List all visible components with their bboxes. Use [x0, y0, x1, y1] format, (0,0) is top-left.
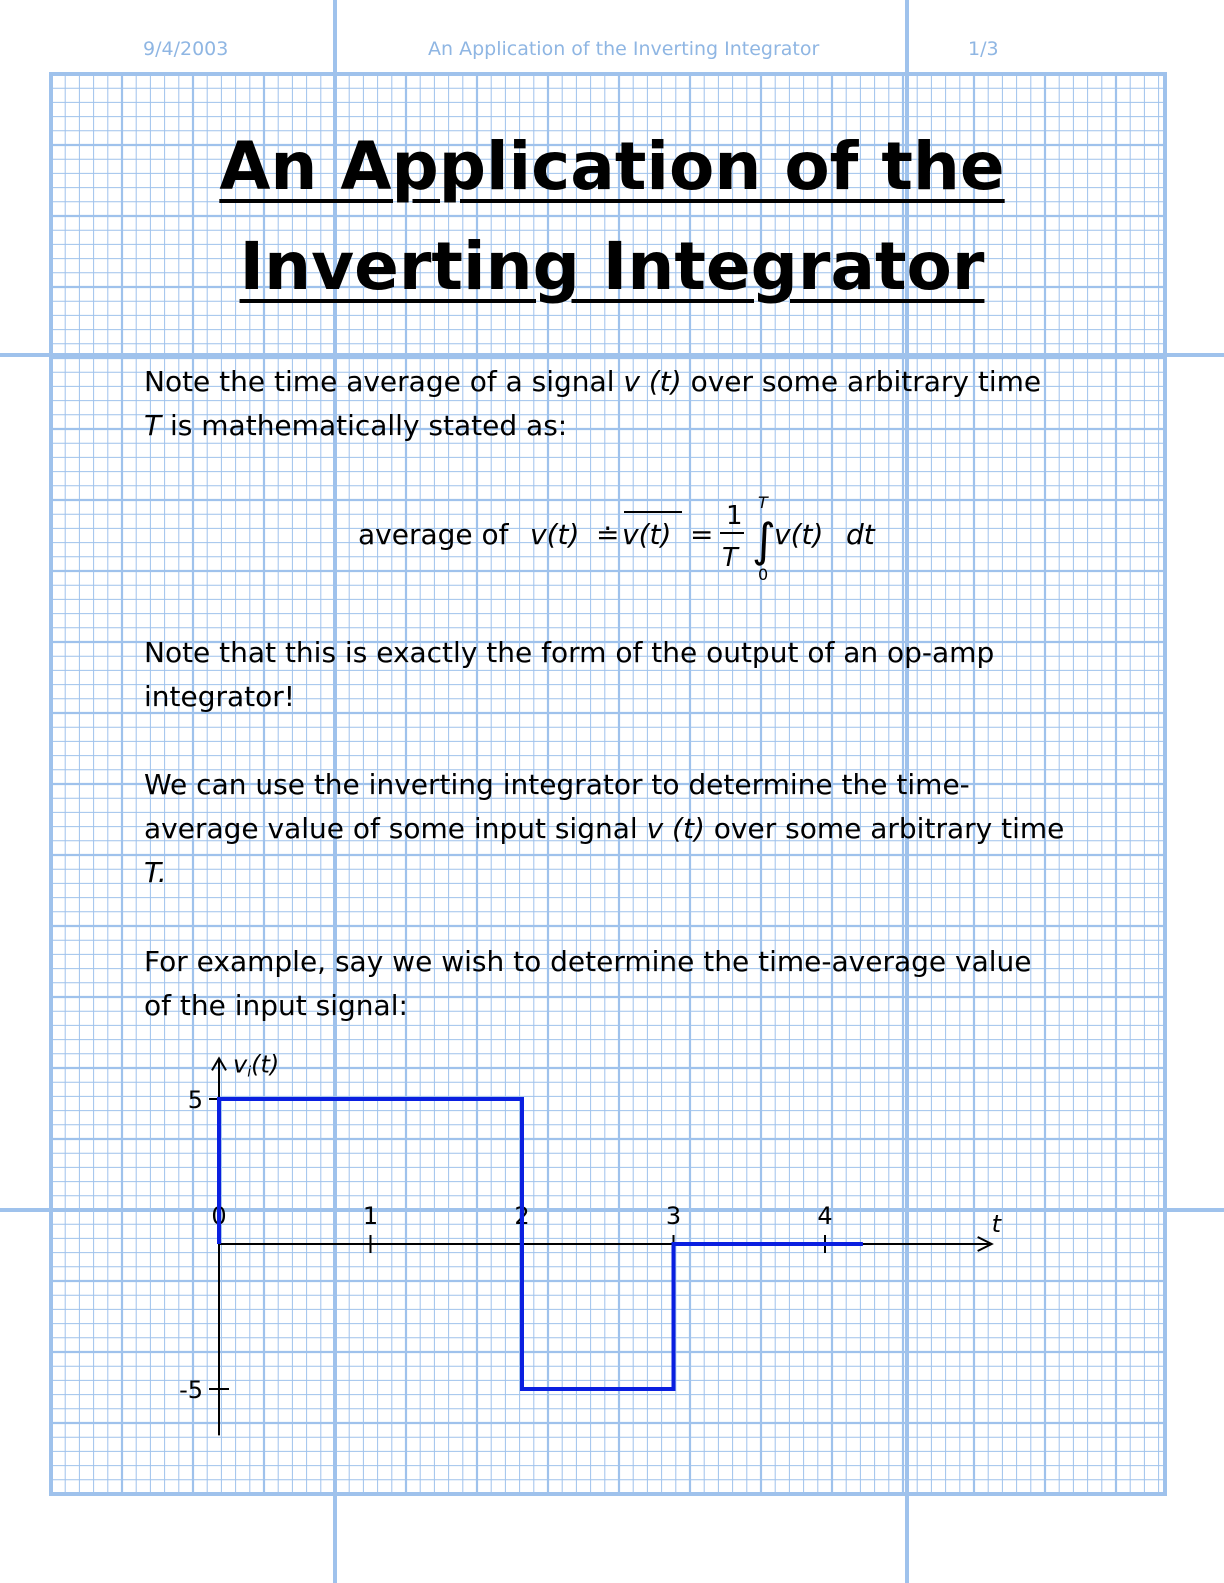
page-title-line1: An Application of the: [219, 128, 1005, 205]
x-tick-label-0: 0: [211, 1202, 227, 1230]
eq-numerator: 1: [726, 501, 743, 531]
x-tick-label-1: 1: [362, 1202, 379, 1230]
x-axis-label: t: [991, 1210, 1002, 1238]
x-tick-label-4: 4: [817, 1202, 833, 1230]
y-tick-label--5: -5: [179, 1376, 203, 1404]
paragraph-1-signal: v (t): [623, 365, 682, 398]
eq-dt: dt: [846, 518, 875, 551]
page-title-line2: Inverting Integrator: [239, 228, 985, 305]
paragraph-2-line1: Note that this is exactly the form of the output of an op-amp: [144, 636, 995, 669]
header-page-number: 1/3: [968, 38, 999, 60]
x-tick-label-3: 3: [665, 1202, 682, 1230]
paragraph-1-text-c: is mathematically stated as:: [161, 409, 568, 442]
eq-integrand: v(t): [774, 518, 824, 551]
y-axis-label: vi(t): [233, 1050, 280, 1081]
eq-vt: v(t): [530, 518, 580, 551]
eq-lhs: average of: [358, 518, 509, 551]
paragraph-3-text-a: average value of some input signal: [144, 812, 647, 845]
eq-defeq: ≐: [596, 518, 620, 551]
paragraph-1-text-a: Note the time average of a signal: [144, 365, 624, 398]
paragraph-3-T: T.: [144, 856, 167, 889]
eq-vbar: v(t): [622, 518, 672, 551]
eq-equals: =: [690, 518, 714, 551]
y-tick-label-5: 5: [187, 1086, 203, 1114]
paragraph-1-T: T: [144, 409, 162, 442]
eq-denominator: T: [722, 543, 738, 573]
header-date: 9/4/2003: [143, 38, 229, 60]
paragraph-3-signal: v (t): [646, 812, 705, 845]
header-title: An Application of the Inverting Integrator: [428, 38, 820, 60]
eq-lower-limit: 0: [758, 565, 769, 584]
paragraph-2-line2: integrator!: [144, 680, 296, 713]
paragraph-4-line1: For example, say we wish to determine the time-average value: [144, 945, 1032, 978]
eq-integral-sign: ∫: [752, 513, 776, 567]
paragraph-3-line1: We can use the inverting integrator to determine the time-: [144, 768, 970, 801]
x-tick-label-2: 2: [514, 1202, 530, 1230]
paragraph-1-text-b: over some arbitrary time: [681, 365, 1042, 398]
paragraph-4-line2: of the input signal:: [144, 989, 408, 1022]
paragraph-3-text-b: over some arbitrary time: [704, 812, 1065, 845]
eq-upper-limit: T: [758, 493, 768, 512]
